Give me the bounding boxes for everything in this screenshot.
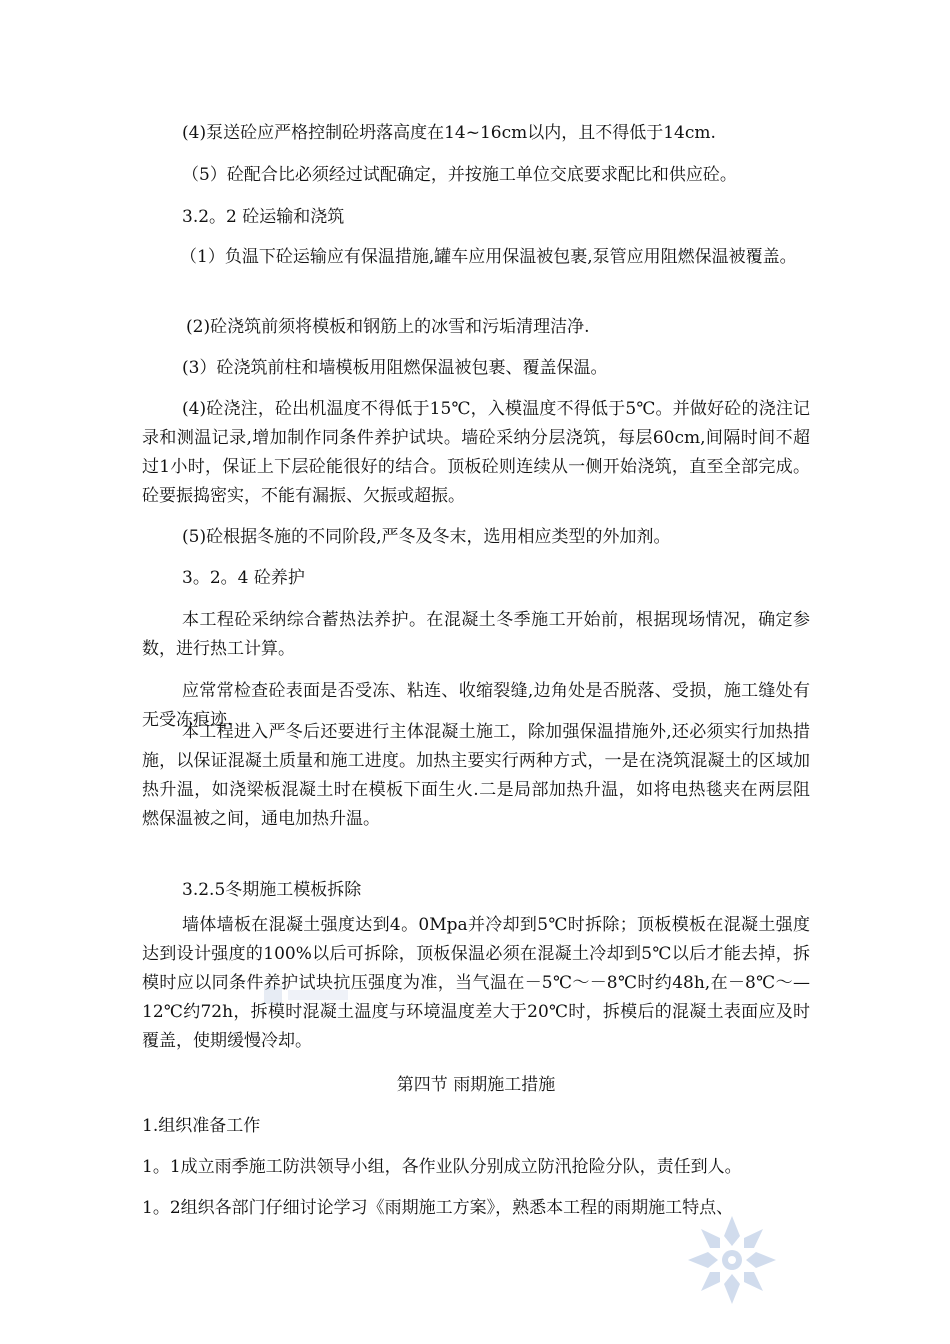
snowflake-logo-icon <box>684 1212 780 1308</box>
paragraph-admixture: (5)砼根据冬施的不同阶段,严冬及冬末，选用相应类型的外加剂。 <box>182 527 671 547</box>
paragraph-transport-insulation: （1）负温下砼运输应有保温措施,罐车应用保温被包裹,泵管应用阻燃保温被覆盖。 <box>180 247 797 267</box>
heading-formwork-removal: 3.2.5冬期施工模板拆除 <box>182 880 362 900</box>
paragraph-surface-inspection: 应常常检查砼表面是否受冻、粘连、收缩裂缝,边角处是否脱落、受损，施工缝处有无受冻痕迹. <box>142 681 810 730</box>
paragraph-study-plan: 1。2组织各部门仔细讨论学习《雨期施工方案》，熟悉本工程的雨期施工特点、 <box>142 1198 734 1218</box>
paragraph-pump-concrete-slump: (4)泵送砼应严格控制砼坍落高度在14~16cm以内，且不得低于14cm. <box>182 123 716 143</box>
section-title-rainy-season: 第四节 雨期施工措施 <box>396 1075 556 1095</box>
faint-watermark-mark <box>262 982 352 1008</box>
heading-concrete-curing: 3。2。4 砼养护 <box>182 568 305 588</box>
paragraph-formwork-removal: 墙体墙板在混凝土强度达到4。0Mpa并冷却到5℃时拆除；顶板模板在混凝土强度达到设计强度的100%以后可拆除，顶板保温必须在混凝土冷却到5℃以后才能去掉，拆模时应以同条件养护试块抗压强度为准，当气温在－5℃～－8℃时约48h,在－8℃～—12℃约72h，拆模时混凝土温度与环境温度差大于20℃时，拆模后的混凝土表面应及时覆盖，使期缓慢冷却。 <box>142 915 810 1051</box>
heading-transport-and-pouring: 3.2。2 砼运输和浇筑 <box>182 207 345 227</box>
paragraph-curing-method: 本工程砼采纳综合蓄热法养护。在混凝土冬季施工开始前，根据现场情况，确定参数，进行热工计算。 <box>142 610 810 659</box>
paragraph-flood-control-team: 1。1成立雨季施工防洪领导小组，各作业队分别成立防汛抢险分队，责任到人。 <box>142 1157 742 1177</box>
paragraph-pouring-temperature: (4)砼浇注，砼出机温度不得低于15℃，入模温度不得低于5℃。并做好砼的浇注记录和测温记录,增加制作同条件养护试块。墙砼采纳分层浇筑，每层60cm,间隔时间不超过1小时，保证上下层砼能很好的结合。顶板砼则连续从一侧开始浇筑，直至全部完成。砼要振捣密实，不能有漏振、欠振或超振。 <box>142 399 810 506</box>
paragraph-clean-formwork: (2)砼浇筑前须将模板和钢筋上的冰雪和污垢清理洁净. <box>186 317 590 337</box>
paragraph-column-wall-insulation: (3）砼浇筑前柱和墙模板用阻燃保温被包裹、覆盖保温。 <box>182 358 608 378</box>
paragraph-heating-measures: 本工程进入严冬后还要进行主体混凝土施工，除加强保温措施外,还必须实行加热措施，以保证混凝土质量和施工进度。加热主要实行两种方式，一是在浇筑混凝土的区域加热升温，如浇梁板混凝土时在模板下面生火.二是局部加热升温，如将电热毯夹在两层阻燃保温被之间，通电加热升温。 <box>142 722 810 829</box>
paragraph-mix-proportion: （5）砼配合比必须经过试配确定，并按施工单位交底要求配比和供应砼。 <box>182 165 737 185</box>
heading-organization-preparation: 1.组织准备工作 <box>142 1116 261 1136</box>
